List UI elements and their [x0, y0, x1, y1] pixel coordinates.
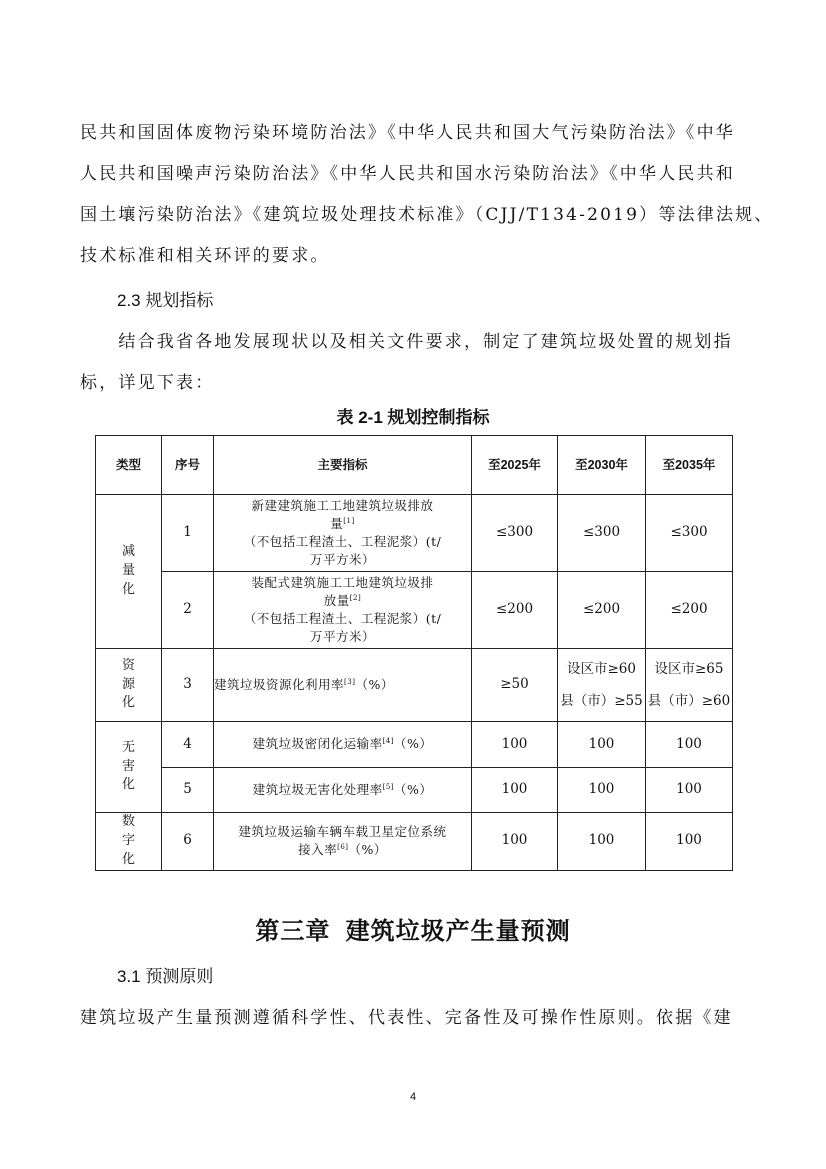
value-2025: 100	[472, 813, 558, 871]
indicator-cell: 建筑垃圾无害化处理率[5]（%）	[214, 768, 472, 813]
value-2030: ≤300	[558, 495, 646, 572]
planning-indicators-table	[95, 435, 733, 871]
value-2035: 100	[646, 813, 733, 871]
section-2-3-line-2: 标，详见下表：	[80, 373, 215, 393]
value-2035: ≤200	[646, 572, 733, 649]
row-number: 6	[162, 813, 214, 871]
row-number: 1	[162, 495, 214, 572]
value-2035: 设区市≥65 县（市）≥60	[646, 649, 733, 722]
value-2035: 100	[646, 768, 733, 813]
intro-line-4: 技术标准和相关环评的要求。	[80, 246, 330, 266]
header-2030: 至2030年	[558, 436, 646, 495]
section-3-1-line: 建筑垃圾产生量预测遵循科学性、代表性、完备性及可操作性原则。依据《建	[80, 1008, 733, 1028]
value-2035: ≤300	[646, 495, 733, 572]
value-2025: ≤200	[472, 572, 558, 649]
value-2025: 100	[472, 768, 558, 813]
header-2035: 至2035年	[646, 436, 733, 495]
row-number: 4	[162, 722, 214, 768]
value-2035: 100	[646, 722, 733, 768]
value-2025: 100	[472, 722, 558, 768]
value-2030: 100	[558, 722, 646, 768]
indicator-cell: 建筑垃圾资源化利用率[3]（%）	[214, 649, 472, 722]
table-caption: 表 2-1 规划控制指标	[336, 408, 490, 427]
table-row	[96, 722, 733, 768]
category-resource: 资 源 化	[96, 649, 162, 722]
section-3-1-heading: 3.1 预测原则	[117, 967, 214, 986]
value-2030: 100	[558, 813, 646, 871]
table-header-row	[96, 436, 733, 495]
chapter-title: 第三章 建筑垃圾产生量预测	[255, 918, 571, 945]
value-2025: ≤300	[472, 495, 558, 572]
category-digital: 数 字 化	[96, 813, 162, 871]
header-no: 序号	[162, 436, 214, 495]
value-2030: ≤200	[558, 572, 646, 649]
category-reduction: 减 量 化	[96, 495, 162, 649]
indicator-cell: 建筑垃圾运输车辆车载卫星定位系统 接入率[6]（%）	[214, 813, 472, 871]
table-row	[96, 495, 733, 572]
row-number: 2	[162, 572, 214, 649]
section-2-3-line-1: 结合我省各地发展现状以及相关文件要求，制定了建筑垃圾处置的规划指	[80, 332, 733, 352]
indicator-cell: 装配式建筑施工工地建筑垃圾排 放量[2] （不包括工程渣土、工程泥浆）(t/ 万平方米）	[214, 572, 472, 649]
row-number: 5	[162, 768, 214, 813]
table-row	[96, 649, 733, 722]
header-2025: 至2025年	[472, 436, 558, 495]
intro-line-3: 国土壤污染防治法》《建筑垃圾处理技术标准》（CJJ/T134-2019）等法律法规、	[80, 205, 774, 225]
header-indicator: 主要指标	[214, 436, 472, 495]
indicator-cell: 新建建筑施工工地建筑垃圾排放 量[1] （不包括工程渣土、工程泥浆）(t/ 万平方米）	[214, 495, 472, 572]
value-2025: ≥50	[472, 649, 558, 722]
intro-line-1: 民共和国固体废物污染环境防治法》《中华人民共和国大气污染防治法》《中华	[80, 123, 735, 143]
section-2-3-heading: 2.3 规划指标	[117, 291, 214, 310]
table-row	[96, 768, 733, 813]
indicator-cell: 建筑垃圾密闭化运输率[4]（%）	[214, 722, 472, 768]
page-number: 4	[409, 1091, 417, 1103]
table-row	[96, 813, 733, 871]
value-2030: 100	[558, 768, 646, 813]
intro-line-2: 人民共和国噪声污染防治法》《中华人民共和国水污染防治法》《中华人民共和	[80, 164, 735, 184]
row-number: 3	[162, 649, 214, 722]
category-harmless: 无 害 化	[96, 722, 162, 813]
header-type: 类型	[96, 436, 162, 495]
table-row	[96, 572, 733, 649]
value-2030: 设区市≥60 县（市）≥55	[558, 649, 646, 722]
